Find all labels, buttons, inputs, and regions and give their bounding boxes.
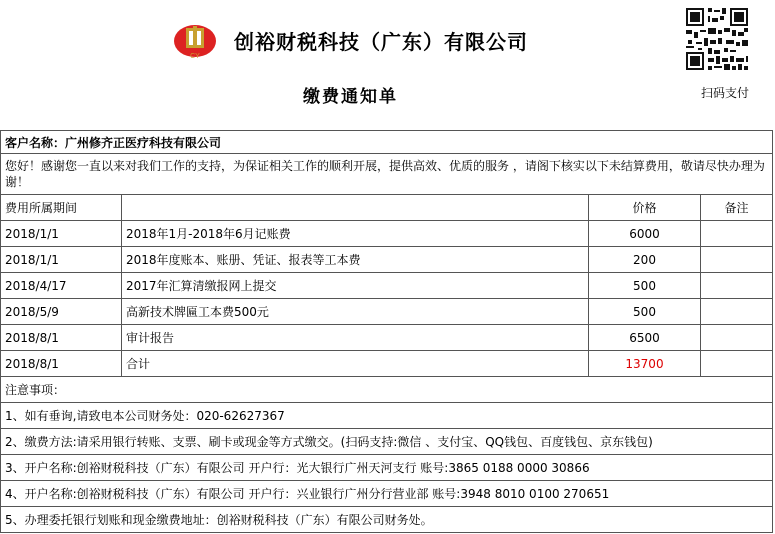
row-price: 500: [589, 299, 701, 325]
row-price: 200: [589, 247, 701, 273]
header-remark: 备注: [701, 195, 773, 221]
qr-code-icon[interactable]: [684, 6, 750, 72]
row-remark: [701, 325, 773, 351]
table-row: [1, 325, 773, 351]
row-remark: [701, 247, 773, 273]
document-header: [0, 0, 775, 130]
table-header-row: [1, 195, 773, 221]
row-price: 500: [589, 273, 701, 299]
header-price: 价格: [589, 195, 701, 221]
note-item: 2、缴费方法:请采用银行转账、支票、刷卡或现金等方式缴交。(扫码支持:微信 、支付宝、QQ钱包、百度钱包、京东钱包): [1, 429, 773, 455]
total-row: [1, 351, 773, 377]
table-row: [1, 273, 773, 299]
total-amount: 13700: [589, 351, 701, 377]
row-date: 2018/1/1: [1, 221, 122, 247]
logo-text: CY: [190, 53, 200, 60]
total-label: 合计: [122, 351, 589, 377]
row-item: 审计报告: [122, 325, 589, 351]
row-remark: [701, 273, 773, 299]
company-name: 创裕财税科技（广东）有限公司: [234, 30, 528, 54]
row-price: 6000: [589, 221, 701, 247]
total-remark: [701, 351, 773, 377]
header-period: 费用所属期间: [1, 195, 122, 221]
intro-message: 您好！感谢您一直以来对我们工作的支持，为保证相关工作的顺利开展，提供高效、优质的服务 ，请阁下核实以下未结算费用，敬请尽快办理为谢！: [1, 154, 773, 195]
note-item: 3、开户名称:创裕财税科技（广东）有限公司 开户行：光大银行广州天河支行 账号:3865 0188 0000 30866: [1, 455, 773, 481]
table-row: [1, 247, 773, 273]
row-date: 2018/8/1: [1, 325, 122, 351]
row-price: 6500: [589, 325, 701, 351]
table-row: [1, 299, 773, 325]
fee-notice-table: [0, 130, 773, 533]
note-item: 4、开户名称:创裕财税科技（广东）有限公司 开户行：兴业银行广州分行营业部 账号:3948 8010 0100 270651: [1, 481, 773, 507]
row-remark: [701, 221, 773, 247]
row-date: 2018/4/17: [1, 273, 122, 299]
customer-name: 客户名称：广州修齐正医疗科技有限公司: [1, 131, 773, 154]
row-item: 2018年1月-2018年6月记账费: [122, 221, 589, 247]
note-item: 1、如有垂询,请致电本公司财务处：020-62627367: [1, 403, 773, 429]
row-item: 高新技术牌匾工本费500元: [122, 299, 589, 325]
notes-title: 注意事项：: [1, 377, 773, 403]
row-date: 2018/1/1: [1, 247, 122, 273]
scan-to-pay-label: 扫码支付: [701, 86, 750, 100]
company-logo-icon: [172, 20, 218, 60]
row-remark: [701, 299, 773, 325]
row-date: 2018/5/9: [1, 299, 122, 325]
row-item: 2017年汇算清缴报网上提交: [122, 273, 589, 299]
header-item: [122, 195, 589, 221]
document-title: 缴费通知单: [303, 87, 398, 107]
note-item: 5、办理委托银行划账和现金缴费地址：创裕财税科技（广东）有限公司财务处。: [1, 507, 773, 533]
table-row: [1, 221, 773, 247]
row-item: 2018年度账本、账册、凭证、报表等工本费: [122, 247, 589, 273]
total-date: 2018/8/1: [1, 351, 122, 377]
